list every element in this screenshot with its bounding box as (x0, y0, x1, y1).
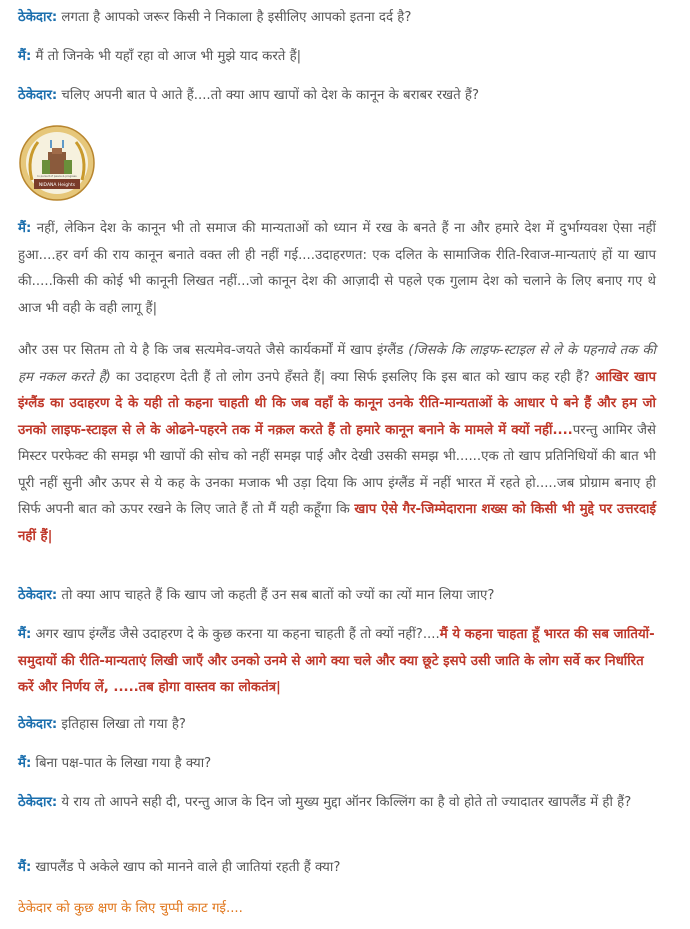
speaker-label: ठेकेदार: (18, 10, 58, 25)
speaker-label: ठेकेदार: (18, 795, 58, 810)
speaker-label: मैं: (18, 221, 32, 236)
narrative-paragraph (18, 338, 656, 550)
narrative-text: और उस पर सितम तो ये है कि जब सत्यमेव-जयते जैसे कार्यकर्मों में खाप इंग्लैंड (18, 343, 409, 358)
speaker-label: मैं: (18, 627, 32, 642)
dialogue-line (18, 751, 656, 778)
dialogue-line (18, 583, 656, 610)
emphasis-text: मैं ये कहना चाहता हूँ भारत की सब जातियों-समुदायों की रीति-मान्यताएं लिखी जाएँ और उनको उनमे से आगे क्या चले और क्या छूटे इसपे उसी जाति के लोग सर्वे कर निर्धारित करें और निर्णय लें, .....तब होगा वास्तव का लोकतंत्र| (18, 627, 655, 695)
speaker-label: ठेकेदार: (18, 88, 58, 103)
speaker-label: ठेकेदार: (18, 588, 58, 603)
narrative-text: का उदाहरण देती हैं तो लोग उनपे हँसते हैं| क्या सिर्फ इसलिए कि इस बात को खाप कह रही हैं? (110, 369, 596, 385)
narrative-text: परन्तु आमिर जैसे मिस्टर परफेक्ट की समझ भी खापों की सोच को नहीं समझ पाई और देखी उसकी समझ भी......एक तो खाप प्रतिनिधियों की बात भी पूरी नहीं सुनी और ऊपर से ये कह के उनका मजाक भी उड़ा दिया कि आप इंग्लैंड में नहीं भारत में रहते हो.....जब प्रोग्राम बनाए ही सिर्फ अपनी बात को ऊपर रखने के लिए जाते हैं तो मैं यही कहूँगा कि (18, 422, 656, 517)
speaker-label: ठेकेदार: (18, 717, 58, 732)
svg-text:NIDANA Heights: NIDANA Heights (38, 183, 76, 188)
dialogue-line (18, 216, 656, 322)
dialogue-line (18, 622, 656, 702)
dialogue-text: चलिए अपनी बात पे आते हैं....तो क्या आप खापों को देश के कानून के बराबर रखते हैं? (57, 88, 480, 103)
dialogue-text: तो क्या आप चाहते हैं कि खाप जो कहती हैं उन सब बातों को ज्यों का त्यों मान लिया जाए? (57, 588, 495, 603)
dialogue-text: इतिहास लिखा तो गया है? (57, 717, 186, 732)
dialogue-text: बिना पक्ष-पात के लिखा गया है क्या? (31, 756, 212, 771)
speaker-label: मैं: (18, 49, 32, 64)
dialogue-text: खापलैंड पे अकेले खाप को मानने वाले ही जातियां रहती हैं क्या? (31, 860, 341, 875)
dialogue-text: नहीं, लेकिन देश के कानून भी तो समाज की मान्यताओं को ध्यान में रख के बनते हैं ना और हमारे देश में दुर्भाग्यवश ऐसा नहीं हुआ....हर वर्ग की राय कानून बनाते वक्त ली ही नहीं गई....उदाहरणत: एक दलित के सामाजिक रीति-रिवाज-मान्यताएं हों या खाप की.....किसी की कोई भी कानूनी लिखत नहीं...जो कानून देश की आज़ादी से पहले एक गुलाम देश को चलाने के लिए बनाए गए थे आज भी वही के वही लागू हैं| (18, 221, 656, 316)
dialogue-line (18, 5, 656, 32)
dialogue-text: लगता है आपको जरूर किसी ने निकाला है इसीलिए आपको इतना दर्द है? (57, 10, 412, 25)
nidana-heights-logo (18, 124, 96, 202)
dialogue-text: मैं तो जिनके भी यहाँ रहा वो आज भी मुझे याद करते हैं| (31, 49, 302, 64)
italic-aside: (जिसके कि लाइफ-स्टाइल से ले के पहनावे तक की हम नकल करते हैं) (18, 343, 656, 385)
dialogue-text: ये राय तो आपने सही दी, परन्तु आज के दिन जो मुख्य मुद्दा ऑनर किल्लिंग का है वो होते तो ज्यादातर खापलैंड में ही हैं? (57, 795, 632, 810)
speaker-label: मैं: (18, 860, 32, 875)
closing-line: ठेकेदार को कुछ क्षण के लिए चुप्पी काट गई.... (18, 901, 243, 916)
dialogue-line (18, 790, 656, 817)
speaker-label: मैं: (18, 756, 32, 771)
dialogue-line (18, 44, 656, 71)
dialogue-line (18, 855, 656, 882)
svg-text:In pursuit of peace & progress: In pursuit of peace & progress (37, 175, 77, 178)
dialogue-text: अगर खाप इंग्लैंड जैसे उदाहरण दे के कुछ करना या कहना चाहती हैं तो क्यों नहीं?.... (31, 627, 440, 642)
dialogue-line (18, 712, 656, 739)
emphasis-text: आखिर खाप इंग्लैंड का उदाहरण दे के यही तो कहना चाहती थी कि जब वहाँ के कानून उनके रीति-मान्यताओं के आधार पे बने हैं और हम जो उनको लाइफ-स्टाइल से ले के ओढने-पहरने तक में नक़ल करते हैं तो हमारे कानून बनाने के मामले में क्यों नहीं.... (18, 369, 656, 438)
emphasis-text: खाप ऐसे गैर-जिम्मेदाराना शख्स को किसी भी मुद्दे पर उत्तरदाई नहीं हैं| (18, 502, 656, 544)
dialogue-line (18, 83, 656, 110)
